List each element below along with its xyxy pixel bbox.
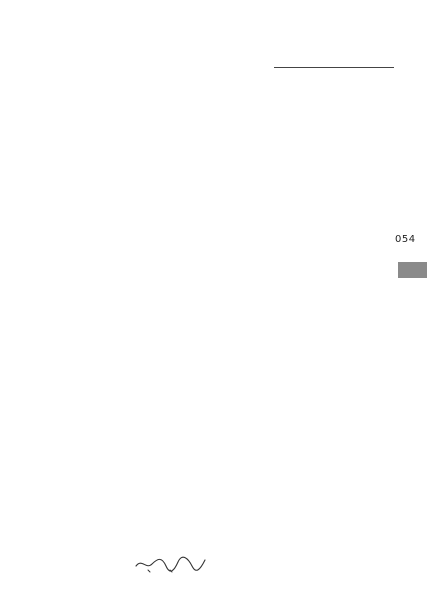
text-column-right — [213, 58, 394, 544]
page-number: 054 — [395, 234, 416, 245]
section-divider — [274, 67, 394, 68]
signature-drawing — [132, 551, 208, 575]
text-column-left — [22, 58, 203, 544]
page-marker-tab — [398, 262, 427, 278]
handwritten-signature — [132, 551, 208, 575]
